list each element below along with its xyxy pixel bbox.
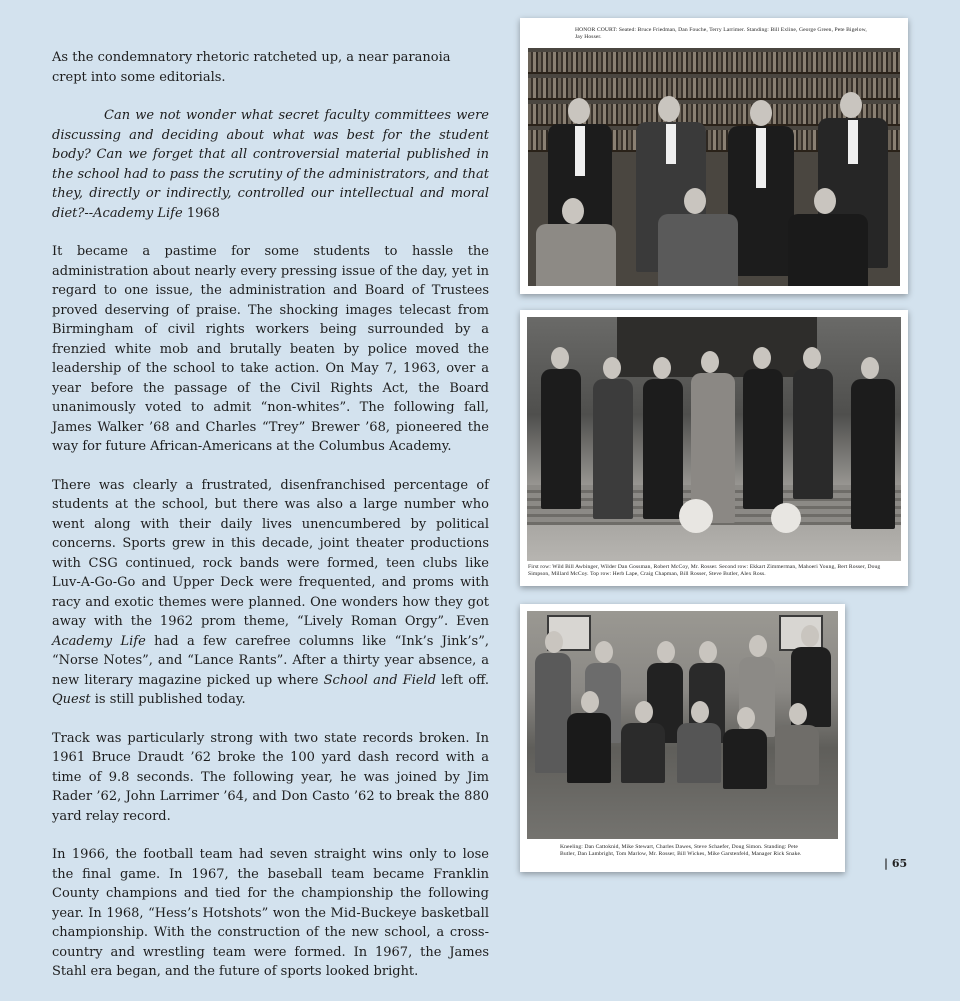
photo-caption-team: Kneeling: Dan Cattoknid, Mike Stewart, Charles Dawes, Steve Schaefer, Doug Simon. Standing: Pete Butler, Dan Lambright, Tom Marlow, Mr. Rosser, Bill Wickes, Mike Garstenfeld, Manager Rick Snake.	[560, 844, 802, 857]
honor-court-image	[528, 48, 900, 286]
photo-caption-honor-court: HONOR COURT: Seated: Bruce Friedman, Dan Fouche, Terry Larrimer. Standing: Bill Exline, George Green, Pete Bigelow, Jay Hosser.	[575, 27, 867, 40]
publication-title: Academy Life	[52, 633, 146, 649]
paragraph-sports: In 1966, the football team had seven straight wins only to lose the final game. In 1967, the baseball team became Franklin County champions and tied for the championship the following year. In 1968, “Hess’s Hotshots” won the Mid-Buckeye basketball championship. With the construction of the new school, a cross-country and wrestling team were formed. In 1967, the James Stahl era began, and the future of sports looked bright.	[52, 847, 489, 979]
quote-year: 1968	[182, 205, 220, 221]
photo-honor-court	[520, 18, 908, 294]
team-image	[527, 611, 838, 839]
paragraph-track: Track was particularly strong with two state records broken. In 1961 Bruce Draudt ’62 broke the 100 yard dash record with a time of 9.8 seconds. The following year, he was joined by Jim Rader ’62, John Larrimer ’64, and Don Casto ’62 to break the 880 yard relay record.	[52, 730, 489, 824]
article-body	[52, 48, 489, 1001]
block-quote	[52, 106, 489, 223]
publication-title: School and Field	[323, 672, 437, 688]
text-run: left off.	[436, 672, 489, 688]
photo-caption-band: First row: Wild Bill Awbinger, Wilder Dan Gossman, Robert McCoy, Mr. Rosser. Second row: Ekkart Zimmerman, Mahoeri Young, Bert Rosser, Doug Simpson, Millard McCoy. Top row: Herb Lape, Craig Chapman, Bill Rosser, Steve Butler, Alex Ross.	[528, 564, 881, 577]
paragraph-intro: As the condemnatory rhetoric ratcheted up, a near paranoia crept into some editorials.	[52, 50, 451, 85]
photo-band	[520, 310, 908, 586]
band-image	[527, 317, 901, 561]
quote-text: Can we not wonder what secret faculty committees were discussing and deciding about what was best for the student body? Can we forget that all controversial material published in the school had to pass the scrutiny of the administrators, and that they, directly or indirectly, controlled our intellectual and moral diet?--Academy Life	[52, 108, 489, 221]
paragraph-student-life	[52, 476, 489, 710]
publication-title: Quest	[52, 692, 91, 707]
page-number: | 65	[884, 857, 908, 870]
photo-team	[520, 604, 845, 872]
paragraph-civil-rights: It became a pastime for some students to hassle the administration about nearly every pressing issue of the day, yet in regard to one issue, the administration and Board of Trustees proved deserving of praise. The shocking images telecast from Birmingham of civil rights workers being surrounded by a frenzied white mob and brutally beaten by police moved the leadership of the school to take action. On May 7, 1963, over a year before the passage of the Civil Rights Act, the Board unanimously voted to admit “non-whites”. The following fall, James Walker ’68 and Charles “Trey” Brewer ’68, pioneered the way for future African-Americans at the Columbus Academy.	[52, 244, 489, 454]
text-run: is still published today.	[90, 692, 246, 707]
text-run: There was clearly a frustrated, disenfranchised percentage of students at the school, but there was also a large number who went along with their daily lives unencumbered by political concerns. Sports grew in this decade, joint theater productions with CSG continued, rock bands were formed, teen clubs like Luv-A-Go-Go and Upper Deck were frequented, and proms with racy and exotic themes were planned. One wonders how they got away with the 1962 prom theme, “Lively Roman Orgy”. Even	[52, 477, 489, 629]
text-run: had a few carefree columns like “Ink’s Jink’s”, “Norse Notes”, and “Lance Rants”. After a thirty year absence, a new literary magazine picked up where	[52, 633, 489, 688]
